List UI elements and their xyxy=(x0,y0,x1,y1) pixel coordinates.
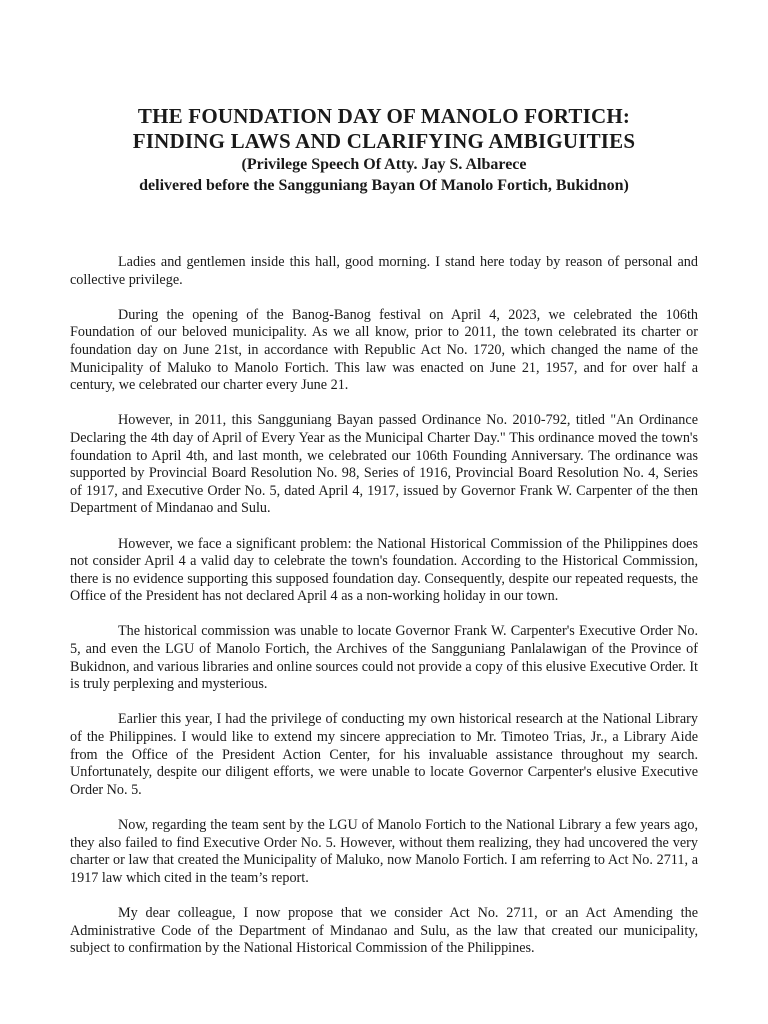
speech-body xyxy=(70,254,698,958)
paragraph-7: Now, regarding the team sent by the LGU of Manolo Fortich to the National Library a few years ago, they also failed to find Executive Order No. 5. However, without them realizing, they had uncovered the very charter or law that created the Municipality of Maluko, now Manolo Fortich. I am referring to Act No. 2711, a 1917 law which cited in the team’s report. xyxy=(70,817,698,886)
document-subtitle-line-1: (Privilege Speech Of Atty. Jay S. Albarece xyxy=(241,156,527,173)
document-title-line-1: THE FOUNDATION DAY OF MANOLO FORTICH: xyxy=(137,104,631,128)
paragraph-1: Ladies and gentlemen inside this hall, good morning. I stand here today by reason of personal and collective privilege. xyxy=(70,254,698,288)
paragraph-6: Earlier this year, I had the privilege of conducting my own historical research at the National Library of the Philippines. I would like to extend my sincere appreciation to Mr. Timoteo Trias, Jr., a Library Aide from the Office of the President Action Center, for his invaluable assistance throughout my search. Unfortunately, despite our diligent efforts, we were unable to locate Governor Carpenter's elusive Executive Order No. 5. xyxy=(70,711,698,798)
document-page xyxy=(70,104,698,975)
document-title-line-2: FINDING LAWS AND CLARIFYING AMBIGUITIES xyxy=(132,129,636,153)
paragraph-5: The historical commission was unable to locate Governor Frank W. Carpenter's Executive Order No. 5, and even the LGU of Manolo Fortich, the Archives of the Sangguniang Panlalawigan of the Province of Bukidnon, and various libraries and online sources could not provide a copy of this elusive Executive Order. It is truly perplexing and mysterious. xyxy=(70,623,698,693)
paragraph-3: However, in 2011, this Sangguniang Bayan passed Ordinance No. 2010-792, titled "An Ordinance Declaring the 4th day of April of Every Year as the Municipal Charter Day." This ordinance moved the town's foundation to April 4th, and last month, we celebrated our 106th Founding Anniversary. The ordinance was supported by Provincial Board Resolution No. 98, Series of 1916, Provincial Board Resolution No. 4, Series of 1917, and Executive Order No. 5, dated April 4, 1917, issued by Governor Frank W. Carpenter of the then Department of Mindanao and Sulu. xyxy=(70,412,698,517)
document-subtitle-line-2: delivered before the Sangguniang Bayan Of Manolo Fortich, Bukidnon) xyxy=(139,177,629,194)
paragraph-2: During the opening of the Banog-Banog festival on April 4, 2023, we celebrated the 106th Foundation of our beloved municipality. As we all know, prior to 2011, the town celebrated its charter or foundation day on June 21st, in accordance with Republic Act No. 1720, which changed the name of the Municipality of Maluko to Manolo Fortich. This law was enacted on June 21, 1957, and for over half a century, we celebrated our charter every June 21. xyxy=(70,306,698,394)
paragraph-4: However, we face a significant problem: the National Historical Commission of the Philippines does not consider April 4 a valid day to celebrate the town's foundation. According to the Historical Commission, there is no evidence supporting this supposed foundation day. Consequently, despite our repeated requests, the Office of the President has not declared April 4 as a non-working holiday in our town. xyxy=(70,535,698,605)
title-block xyxy=(70,104,698,196)
paragraph-8: My dear colleague, I now propose that we consider Act No. 2711, or an Act Amending the Administrative Code of the Department of Mindanao and Sulu, as the law that created our municipality, subject to confirmation by the National Historical Commission of the Philippines. xyxy=(70,904,698,957)
